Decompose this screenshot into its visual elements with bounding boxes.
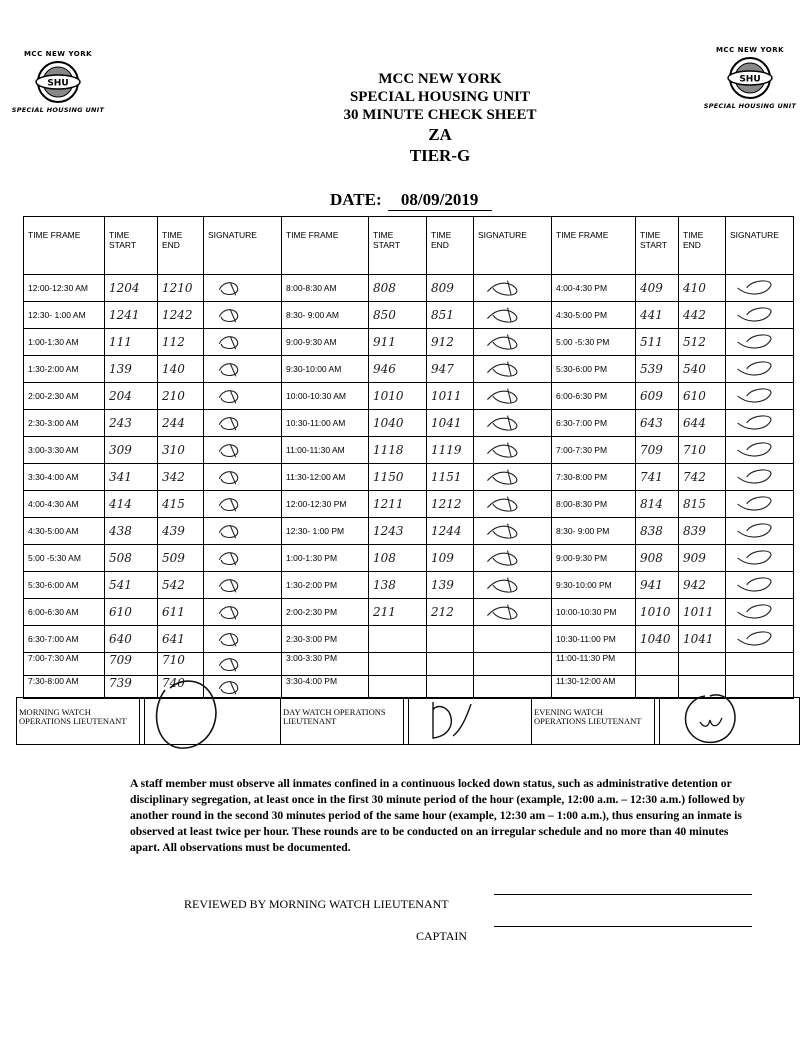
signature-cell[interactable] [474, 545, 552, 572]
handwritten-initials-icon [478, 601, 528, 623]
col-header: SIGNATURE [474, 217, 552, 275]
signature-cell[interactable] [204, 572, 282, 599]
time-end-cell[interactable]: 540 [679, 356, 726, 383]
date-line [330, 190, 492, 211]
time-start-cell[interactable]: 1010 [369, 383, 427, 410]
handwritten-initials-icon [208, 601, 258, 623]
time-start-cell[interactable]: 709 [105, 653, 158, 676]
handwritten-initials-icon [208, 466, 258, 488]
time-frame-cell: 9:30-10:00 PM [552, 572, 636, 599]
table-row [24, 329, 794, 356]
time-frame-cell: 5:00 -5:30 PM [552, 329, 636, 356]
handwritten-initials-icon [208, 439, 258, 461]
time-end-cell[interactable]: 1151 [427, 464, 474, 491]
time-end-cell[interactable]: 1011 [679, 599, 726, 626]
col-header: TIME FRAME [282, 217, 369, 275]
observation-notice: A staff member must observe all inmates confined in a continuous locked down status, such as administrative detention or disciplinary segregation, at least once in the first 30 minute period of the hour (example, 12:00 a.m. – 12:30 a.m.) followed by another round in the second 30 minutes period of the same hour (example, 12:30 am – 1:00 a.m.), thus ensuring an inmate is observed at least twice per hour. These rounds are to be conducted on an irregular schedule and no more than 40 minutes apart. All observations must be documented. [130, 777, 745, 854]
time-end-cell[interactable]: 909 [679, 545, 726, 572]
signature-cell[interactable] [474, 653, 552, 676]
handwritten-signature-icon [660, 688, 770, 748]
handwritten-initials-icon [478, 493, 528, 515]
time-start-cell[interactable]: 139 [105, 356, 158, 383]
time-frame-cell: 4:30-5:00 PM [552, 302, 636, 329]
seal-badge: SHU [739, 74, 761, 85]
time-end-cell[interactable]: 610 [679, 383, 726, 410]
time-end-cell[interactable]: 442 [679, 302, 726, 329]
evening-watch-label: EVENING WATCH OPERATIONS LIEUTENANT [531, 698, 654, 744]
handwritten-initials-icon [730, 547, 780, 569]
time-start-cell[interactable]: 814 [636, 491, 679, 518]
time-frame-cell: 6:30-7:00 AM [24, 626, 105, 653]
time-start-cell[interactable] [369, 676, 427, 699]
time-frame-cell: 2:00-2:30 AM [24, 383, 105, 410]
table-row [24, 437, 794, 464]
table-row [24, 653, 794, 676]
handwritten-initials-icon [730, 304, 780, 326]
title-line-4: ZA [428, 125, 452, 144]
time-frame-cell: 7:00-7:30 PM [552, 437, 636, 464]
time-start-cell[interactable]: 610 [105, 599, 158, 626]
time-frame-cell: 8:00-8:30 PM [552, 491, 636, 518]
sheet-title [250, 70, 630, 166]
handwritten-initials-icon [208, 628, 258, 650]
time-end-cell[interactable]: 1011 [427, 383, 474, 410]
time-end-cell[interactable]: 839 [679, 518, 726, 545]
handwritten-initials-icon [730, 277, 780, 299]
signature-cell[interactable] [474, 676, 552, 699]
time-frame-cell: 11:30-12:00 AM [552, 676, 636, 699]
handwritten-initials-icon [730, 601, 780, 623]
time-start-cell[interactable]: 309 [105, 437, 158, 464]
time-frame-cell: 4:00-4:30 PM [552, 275, 636, 302]
time-frame-cell: 2:30-3:00 PM [282, 626, 369, 653]
time-start-cell[interactable]: 409 [636, 275, 679, 302]
time-frame-cell: 12:30- 1:00 PM [282, 518, 369, 545]
time-end-cell[interactable]: 644 [679, 410, 726, 437]
time-end-cell[interactable]: 109 [427, 545, 474, 572]
signature-cell[interactable] [726, 302, 794, 329]
reviewed-by-signature-line[interactable] [494, 894, 752, 895]
morning-watch-label: MORNING WATCH OPERATIONS LIEUTENANT [19, 707, 127, 726]
time-frame-cell: 9:30-10:00 AM [282, 356, 369, 383]
handwritten-initials-icon [730, 574, 780, 596]
time-end-cell[interactable]: 244 [158, 410, 204, 437]
time-start-cell[interactable]: 438 [105, 518, 158, 545]
col-header: TIME START [636, 217, 679, 275]
time-end-cell[interactable]: 310 [158, 437, 204, 464]
time-frame-cell: 1:30-2:00 PM [282, 572, 369, 599]
time-end-cell[interactable]: 140 [158, 356, 204, 383]
col-header: TIME START [105, 217, 158, 275]
title-line-5: TIER-G [409, 146, 471, 165]
signature-cell[interactable] [204, 329, 282, 356]
title-line-3: 30 MINUTE CHECK SHEET [343, 107, 537, 123]
time-frame-cell: 6:30-7:00 PM [552, 410, 636, 437]
time-start-cell[interactable]: 911 [369, 329, 427, 356]
time-start-cell[interactable]: 511 [636, 329, 679, 356]
time-start-cell[interactable]: 946 [369, 356, 427, 383]
time-frame-cell: 5:00 -5:30 AM [24, 545, 105, 572]
signature-cell[interactable] [204, 383, 282, 410]
time-frame-cell: 5:30-6:00 PM [552, 356, 636, 383]
time-end-cell[interactable]: 710 [679, 437, 726, 464]
signature-cell[interactable] [726, 626, 794, 653]
time-frame-cell: 10:30-11:00 AM [282, 410, 369, 437]
col-header: TIME END [427, 217, 474, 275]
table-row [24, 383, 794, 410]
check-log-table [23, 216, 794, 699]
time-frame-cell: 9:00-9:30 AM [282, 329, 369, 356]
time-end-cell[interactable] [427, 676, 474, 699]
time-end-cell[interactable]: 1242 [158, 302, 204, 329]
time-start-cell[interactable]: 808 [369, 275, 427, 302]
handwritten-initials-icon [478, 358, 528, 380]
logo-left-org: MCC NEW YORK [23, 50, 93, 58]
time-start-cell[interactable]: 414 [105, 491, 158, 518]
time-start-cell[interactable]: 108 [369, 545, 427, 572]
time-end-cell[interactable]: 740 [158, 676, 204, 699]
time-start-cell[interactable]: 341 [105, 464, 158, 491]
time-frame-cell: 11:00-11:30 PM [552, 653, 636, 676]
time-frame-cell: 4:30-5:00 AM [24, 518, 105, 545]
time-frame-cell: 12:30- 1:00 AM [24, 302, 105, 329]
signature-cell[interactable] [726, 383, 794, 410]
col-header: TIME FRAME [24, 217, 105, 275]
handwritten-initials-icon [478, 439, 528, 461]
handwritten-initials-icon [208, 385, 258, 407]
logo-left [8, 50, 108, 114]
time-start-cell[interactable] [369, 653, 427, 676]
signature-cell[interactable] [204, 410, 282, 437]
time-end-cell[interactable] [427, 626, 474, 653]
time-frame-cell: 5:30-6:00 AM [24, 572, 105, 599]
time-end-cell[interactable]: 947 [427, 356, 474, 383]
time-end-cell[interactable]: 1212 [427, 491, 474, 518]
time-start-cell[interactable]: 243 [105, 410, 158, 437]
time-frame-cell: 3:00-3:30 PM [282, 653, 369, 676]
time-start-cell[interactable]: 1040 [369, 410, 427, 437]
handwritten-initials-icon [208, 493, 258, 515]
col-header: SIGNATURE [726, 217, 794, 275]
time-frame-cell: 6:00-6:30 AM [24, 599, 105, 626]
time-start-cell[interactable]: 640 [105, 626, 158, 653]
time-end-cell[interactable]: 509 [158, 545, 204, 572]
time-start-cell[interactable]: 850 [369, 302, 427, 329]
time-end-cell[interactable]: 742 [679, 464, 726, 491]
signature-cell[interactable] [204, 302, 282, 329]
time-start-cell[interactable]: 508 [105, 545, 158, 572]
signature-cell[interactable] [204, 626, 282, 653]
time-frame-cell: 1:00-1:30 AM [24, 329, 105, 356]
time-end-cell[interactable]: 815 [679, 491, 726, 518]
col-header: TIME START [369, 217, 427, 275]
col-header: TIME END [679, 217, 726, 275]
time-end-cell[interactable]: 1210 [158, 275, 204, 302]
time-end-cell[interactable]: 1041 [427, 410, 474, 437]
captain-label: CAPTAIN [416, 929, 468, 943]
time-start-cell[interactable]: 1040 [636, 626, 679, 653]
handwritten-initials-icon [730, 358, 780, 380]
signature-cell[interactable] [474, 572, 552, 599]
table-header-row [24, 217, 794, 275]
time-end-cell[interactable]: 611 [158, 599, 204, 626]
handwritten-initials-icon [730, 439, 780, 461]
time-frame-cell: 7:00-7:30 AM [24, 653, 105, 676]
time-start-cell[interactable]: 709 [636, 437, 679, 464]
time-start-cell[interactable]: 111 [105, 329, 158, 356]
time-start-cell[interactable]: 539 [636, 356, 679, 383]
time-end-cell[interactable]: 942 [679, 572, 726, 599]
table-row [24, 626, 794, 653]
signature-cell[interactable] [474, 383, 552, 410]
signature-cell[interactable] [474, 329, 552, 356]
time-end-cell[interactable]: 410 [679, 275, 726, 302]
time-end-cell[interactable]: 512 [679, 329, 726, 356]
time-end-cell[interactable]: 1244 [427, 518, 474, 545]
time-end-cell[interactable]: 809 [427, 275, 474, 302]
time-end-cell[interactable]: 212 [427, 599, 474, 626]
seal-badge: SHU [47, 78, 69, 89]
signature-cell[interactable] [204, 518, 282, 545]
time-start-cell[interactable]: 941 [636, 572, 679, 599]
signature-cell[interactable] [474, 275, 552, 302]
signature-cell[interactable] [726, 572, 794, 599]
time-start-cell[interactable]: 739 [105, 676, 158, 699]
time-frame-cell: 10:30-11:00 PM [552, 626, 636, 653]
handwritten-initials-icon [730, 628, 780, 650]
signature-cell[interactable] [726, 329, 794, 356]
table-row [24, 302, 794, 329]
time-start-cell[interactable]: 1241 [105, 302, 158, 329]
signature-cell[interactable] [726, 410, 794, 437]
table-body [24, 275, 794, 699]
handwritten-signature-icon [145, 670, 280, 750]
handwritten-initials-icon [478, 304, 528, 326]
handwritten-initials-icon [208, 331, 258, 353]
handwritten-initials-icon [478, 277, 528, 299]
time-frame-cell: 7:30-8:00 AM [24, 676, 105, 699]
time-frame-cell: 3:30-4:00 AM [24, 464, 105, 491]
handwritten-initials-icon [208, 574, 258, 596]
table-row [24, 572, 794, 599]
logo-right [700, 46, 800, 110]
time-end-cell[interactable]: 112 [158, 329, 204, 356]
handwritten-initials-icon [478, 466, 528, 488]
handwritten-initials-icon [730, 493, 780, 515]
time-end-cell[interactable]: 641 [158, 626, 204, 653]
handwritten-initials-icon [730, 520, 780, 542]
handwritten-initials-icon [208, 277, 258, 299]
table-row [24, 491, 794, 518]
signature-cell[interactable] [726, 464, 794, 491]
time-end-cell[interactable] [679, 653, 726, 676]
handwritten-initials-icon [730, 331, 780, 353]
evening-signature-field[interactable] [659, 698, 799, 744]
table-row [24, 275, 794, 302]
table-row [24, 545, 794, 572]
date-value: 08/09/2019 [388, 190, 492, 211]
handwritten-initials-icon [730, 466, 780, 488]
handwritten-initials-icon [730, 412, 780, 434]
day-watch-label: DAY WATCH OPERATIONS LIEUTENANT [280, 698, 403, 744]
handwritten-initials-icon [478, 574, 528, 596]
handwritten-initials-icon [208, 358, 258, 380]
signature-cell[interactable] [204, 545, 282, 572]
time-frame-cell: 3:00-3:30 AM [24, 437, 105, 464]
time-end-cell[interactable]: 139 [427, 572, 474, 599]
seal-icon [34, 60, 82, 104]
signature-cell[interactable] [726, 491, 794, 518]
time-frame-cell: 7:30-8:00 PM [552, 464, 636, 491]
time-frame-cell: 8:00-8:30 AM [282, 275, 369, 302]
time-frame-cell: 12:00-12:30 AM [24, 275, 105, 302]
signature-cell[interactable] [474, 356, 552, 383]
time-start-cell[interactable]: 441 [636, 302, 679, 329]
time-frame-cell: 6:00-6:30 PM [552, 383, 636, 410]
time-start-cell[interactable]: 541 [105, 572, 158, 599]
time-start-cell[interactable]: 1204 [105, 275, 158, 302]
time-frame-cell: 2:30-3:00 AM [24, 410, 105, 437]
signature-cell[interactable] [474, 491, 552, 518]
time-frame-cell: 8:30- 9:00 PM [552, 518, 636, 545]
time-end-cell[interactable]: 415 [158, 491, 204, 518]
time-start-cell[interactable]: 1010 [636, 599, 679, 626]
time-frame-cell: 1:30-2:00 AM [24, 356, 105, 383]
signature-cell[interactable] [204, 491, 282, 518]
time-end-cell[interactable]: 210 [158, 383, 204, 410]
signature-cell[interactable] [204, 356, 282, 383]
signature-cell[interactable] [726, 545, 794, 572]
time-end-cell[interactable]: 342 [158, 464, 204, 491]
signature-cell[interactable] [474, 599, 552, 626]
time-frame-cell: 12:00-12:30 PM [282, 491, 369, 518]
logo-right-unit: SPECIAL HOUSING UNIT [703, 102, 797, 110]
table-row [24, 464, 794, 491]
signature-cell[interactable] [474, 464, 552, 491]
reviewed-by-label: REVIEWED BY MORNING WATCH LIEUTENANT [184, 897, 449, 911]
time-start-cell[interactable]: 1243 [369, 518, 427, 545]
signature-cell[interactable] [474, 410, 552, 437]
time-start-cell[interactable]: 741 [636, 464, 679, 491]
time-end-cell[interactable] [427, 653, 474, 676]
signature-cell[interactable] [726, 356, 794, 383]
signature-cell[interactable] [474, 518, 552, 545]
handwritten-initials-icon [730, 385, 780, 407]
time-start-cell[interactable]: 1150 [369, 464, 427, 491]
lieutenant-signature-row [16, 697, 800, 745]
time-start-cell[interactable] [369, 626, 427, 653]
signature-cell[interactable] [204, 437, 282, 464]
col-header: SIGNATURE [204, 217, 282, 275]
handwritten-initials-icon [478, 520, 528, 542]
signature-cell[interactable] [204, 599, 282, 626]
title-line-2: SPECIAL HOUSING UNIT [349, 89, 531, 105]
time-frame-cell: 4:00-4:30 AM [24, 491, 105, 518]
time-frame-cell: 2:00-2:30 PM [282, 599, 369, 626]
signature-cell[interactable] [726, 437, 794, 464]
signature-cell[interactable] [474, 626, 552, 653]
time-end-cell[interactable]: 912 [427, 329, 474, 356]
time-start-cell[interactable]: 211 [369, 599, 427, 626]
signature-cell[interactable] [204, 464, 282, 491]
time-start-cell[interactable]: 643 [636, 410, 679, 437]
signature-cell[interactable] [726, 275, 794, 302]
signature-cell[interactable] [474, 437, 552, 464]
time-end-cell[interactable]: 1119 [427, 437, 474, 464]
time-frame-cell: 11:00-11:30 AM [282, 437, 369, 464]
time-start-cell[interactable]: 609 [636, 383, 679, 410]
table-row [24, 518, 794, 545]
time-frame-cell: 1:00-1:30 PM [282, 545, 369, 572]
title-line-1: MCC NEW YORK [378, 71, 502, 87]
time-frame-cell: 10:00-10:30 PM [552, 599, 636, 626]
time-start-cell[interactable] [636, 653, 679, 676]
signature-cell[interactable] [726, 599, 794, 626]
handwritten-initials-icon [478, 412, 528, 434]
table-row [24, 410, 794, 437]
time-frame-cell: 3:30-4:00 PM [282, 676, 369, 699]
handwritten-initials-icon [208, 547, 258, 569]
time-end-cell[interactable]: 1041 [679, 626, 726, 653]
time-start-cell[interactable]: 138 [369, 572, 427, 599]
time-end-cell[interactable]: 710 [158, 653, 204, 676]
handwritten-initials-icon [478, 547, 528, 569]
handwritten-initials-icon [478, 385, 528, 407]
signature-cell[interactable] [726, 653, 794, 676]
handwritten-initials-icon [478, 331, 528, 353]
seal-icon [726, 56, 774, 100]
time-start-cell[interactable]: 908 [636, 545, 679, 572]
captain-signature-line[interactable] [494, 926, 752, 927]
signature-cell[interactable] [204, 275, 282, 302]
time-start-cell[interactable]: 838 [636, 518, 679, 545]
col-header: TIME END [158, 217, 204, 275]
time-end-cell[interactable]: 439 [158, 518, 204, 545]
handwritten-initials-icon [208, 412, 258, 434]
time-frame-cell: 8:30- 9:00 AM [282, 302, 369, 329]
date-label: DATE: [330, 190, 382, 209]
signature-cell[interactable] [474, 302, 552, 329]
time-end-cell[interactable]: 851 [427, 302, 474, 329]
time-frame-cell: 9:00-9:30 PM [552, 545, 636, 572]
handwritten-initials-icon [208, 304, 258, 326]
table-row [24, 599, 794, 626]
time-frame-cell: 10:00-10:30 AM [282, 383, 369, 410]
morning-signature-field[interactable] [144, 698, 280, 744]
signature-cell[interactable] [726, 518, 794, 545]
day-signature-field[interactable] [408, 698, 531, 744]
table-row [24, 356, 794, 383]
logo-left-unit: SPECIAL HOUSING UNIT [11, 106, 105, 114]
time-end-cell[interactable]: 542 [158, 572, 204, 599]
handwritten-initials-icon [208, 520, 258, 542]
time-start-cell[interactable]: 1211 [369, 491, 427, 518]
time-frame-cell: 11:30-12:00 AM [282, 464, 369, 491]
time-start-cell[interactable]: 204 [105, 383, 158, 410]
logo-right-org: MCC NEW YORK [715, 46, 785, 54]
col-header: TIME FRAME [552, 217, 636, 275]
handwritten-signature-icon [409, 698, 531, 744]
time-start-cell[interactable]: 1118 [369, 437, 427, 464]
